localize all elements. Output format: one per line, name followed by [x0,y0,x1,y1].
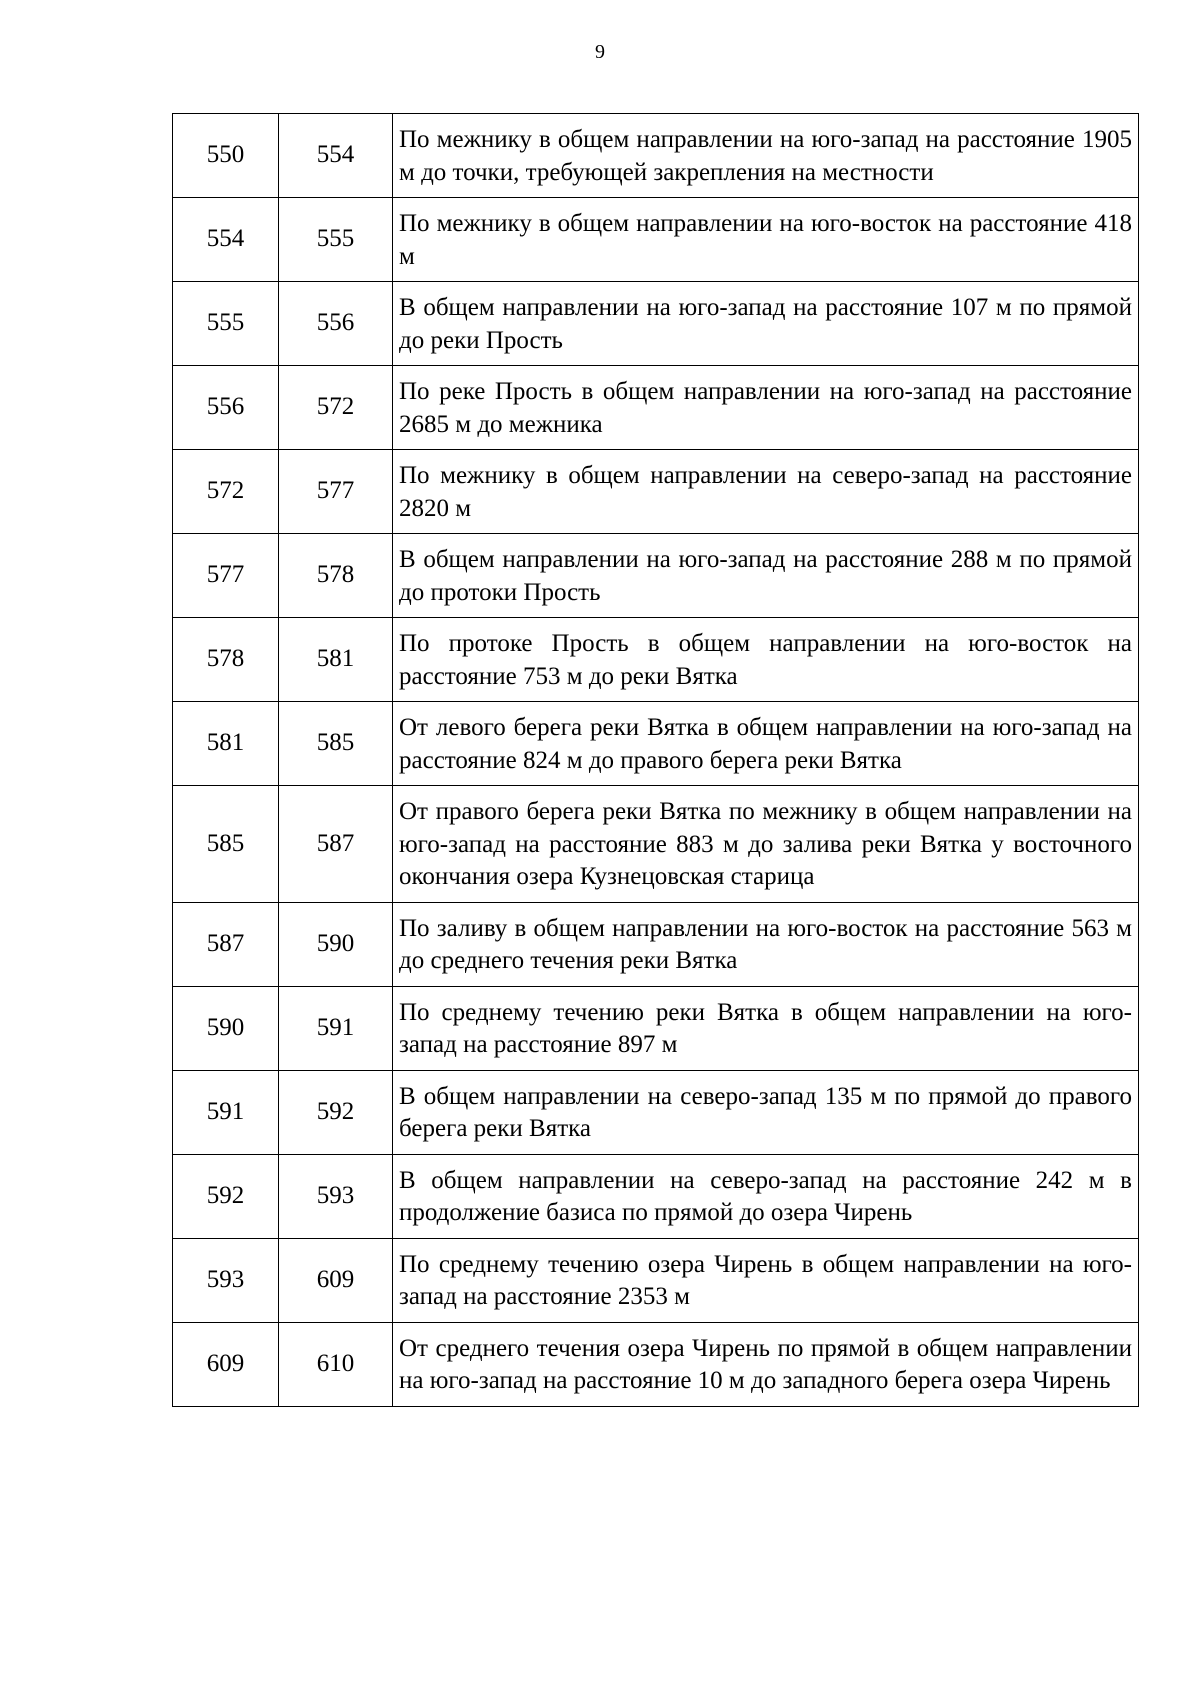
description-cell: По заливу в общем направлении на юго-восток на расстояние 563 м до среднего течения реки Вятка [393,902,1139,986]
from-point-cell: 555 [173,282,279,366]
from-point-cell: 592 [173,1154,279,1238]
from-point-cell: 556 [173,366,279,450]
from-point-cell: 585 [173,786,279,903]
to-point-cell: 581 [279,618,393,702]
to-point-cell: 577 [279,450,393,534]
from-point-cell: 554 [173,198,279,282]
description-cell: В общем направлении на юго-запад на расстояние 288 м по прямой до протоки Прость [393,534,1139,618]
to-point-cell: 592 [279,1070,393,1154]
from-point-cell: 593 [173,1238,279,1322]
boundary-description-table [172,113,1139,1407]
table-row [173,986,1139,1070]
to-point-cell: 609 [279,1238,393,1322]
description-cell: В общем направлении на юго-запад на расстояние 107 м по прямой до реки Прость [393,282,1139,366]
description-cell: От левого берега реки Вятка в общем направлении на юго-запад на расстояние 824 м до правого берега реки Вятка [393,702,1139,786]
to-point-cell: 585 [279,702,393,786]
table-row [173,1070,1139,1154]
from-point-cell: 577 [173,534,279,618]
from-point-cell: 581 [173,702,279,786]
to-point-cell: 554 [279,114,393,198]
from-point-cell: 587 [173,902,279,986]
table-row [173,282,1139,366]
table-row [173,1238,1139,1322]
table-row [173,618,1139,702]
to-point-cell: 572 [279,366,393,450]
table-row [173,786,1139,903]
page-number: 9 [595,41,605,63]
table-row [173,114,1139,198]
to-point-cell: 593 [279,1154,393,1238]
to-point-cell: 590 [279,902,393,986]
description-cell: По реке Прость в общем направлении на юго-запад на расстояние 2685 м до межника [393,366,1139,450]
from-point-cell: 609 [173,1322,279,1406]
description-cell: В общем направлении на северо-запад 135 м по прямой до правого берега реки Вятка [393,1070,1139,1154]
description-cell: По среднему течению озера Чирень в общем направлении на юго-запад на расстояние 2353 м [393,1238,1139,1322]
table-row [173,1154,1139,1238]
description-cell: По межнику в общем направлении на юго-восток на расстояние 418 м [393,198,1139,282]
description-cell: По среднему течению реки Вятка в общем направлении на юго-запад на расстояние 897 м [393,986,1139,1070]
table-row [173,534,1139,618]
to-point-cell: 591 [279,986,393,1070]
from-point-cell: 572 [173,450,279,534]
description-cell: По межнику в общем направлении на юго-запад на расстояние 1905 м до точки, требующей закрепления на местности [393,114,1139,198]
description-cell: По межнику в общем направлении на северо-запад на расстояние 2820 м [393,450,1139,534]
to-point-cell: 587 [279,786,393,903]
from-point-cell: 591 [173,1070,279,1154]
from-point-cell: 578 [173,618,279,702]
table-row [173,366,1139,450]
to-point-cell: 556 [279,282,393,366]
description-cell: По протоке Прость в общем направлении на юго-восток на расстояние 753 м до реки Вятка [393,618,1139,702]
table-row [173,198,1139,282]
to-point-cell: 555 [279,198,393,282]
description-cell: В общем направлении на северо-запад на расстояние 242 м в продолжение базиса по прямой до озера Чирень [393,1154,1139,1238]
to-point-cell: 610 [279,1322,393,1406]
from-point-cell: 590 [173,986,279,1070]
table-row [173,902,1139,986]
table-row [173,1322,1139,1406]
to-point-cell: 578 [279,534,393,618]
description-cell: От правого берега реки Вятка по межнику в общем направлении на юго-запад на расстояние 883 м до залива реки Вятка у восточного окончания озера Кузнецовская старица [393,786,1139,903]
table-row [173,702,1139,786]
from-point-cell: 550 [173,114,279,198]
description-cell: От среднего течения озера Чирень по прямой в общем направлении на юго-запад на расстояние 10 м до западного берега озера Чирень [393,1322,1139,1406]
table-row [173,450,1139,534]
